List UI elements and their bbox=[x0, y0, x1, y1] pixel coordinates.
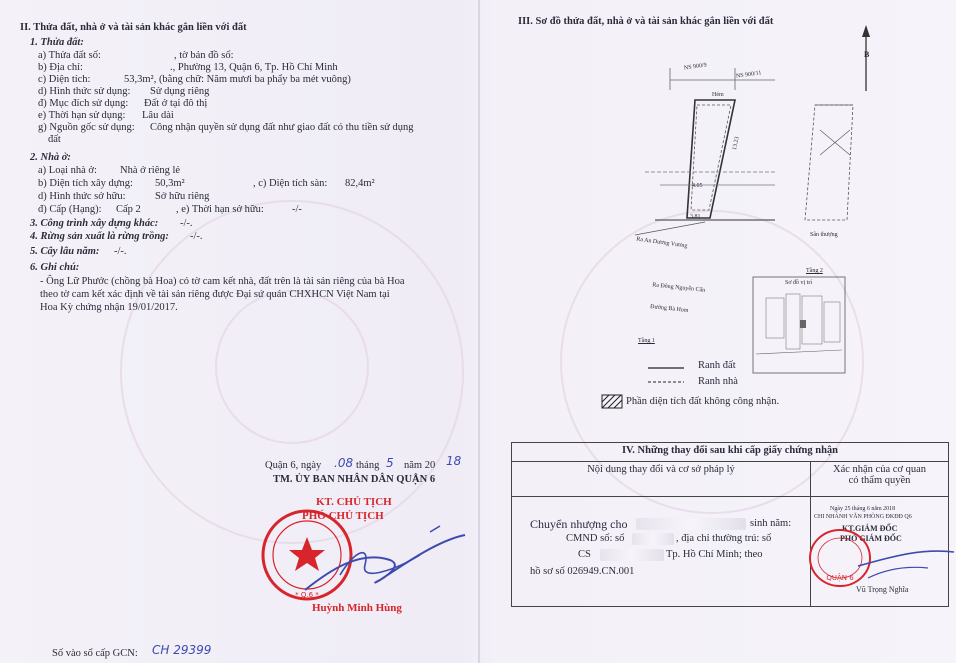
notes-line-3: Hoa Kỳ chứng nhận 19/01/2017. bbox=[40, 302, 178, 313]
register-value: CH 29399 bbox=[152, 643, 212, 657]
legend-house-line: Ranh nhà bbox=[698, 376, 738, 387]
sign-year: 18 bbox=[446, 454, 462, 468]
notes-heading: 6. Ghi chú: bbox=[30, 262, 80, 273]
entry-line-1b: sinh năm: bbox=[750, 518, 792, 529]
origin-value-cont: đất bbox=[48, 134, 61, 145]
forest-value: -/-. bbox=[190, 231, 203, 242]
sign-place-date: Quận 6, ngày bbox=[265, 460, 322, 471]
section-iii-title: III. Sơ đồ thửa đất, nhà ở và tài sản khác gắn liền với đất bbox=[518, 16, 774, 27]
register-label: Số vào sổ cấp GCN: bbox=[52, 648, 138, 659]
district-signature bbox=[300, 520, 470, 610]
legend-land-line: Ranh đất bbox=[698, 360, 736, 371]
other-construction-label: 3. Công trình xây dựng khác: bbox=[30, 218, 159, 229]
alley-label: Hẻm bbox=[712, 92, 724, 98]
ownership-term-label: , e) Thời hạn sở hữu: bbox=[176, 204, 264, 215]
signer-name: Huỳnh Minh Hùng bbox=[312, 602, 402, 614]
north-label: B bbox=[864, 50, 870, 59]
changes-col-2: Xác nhận của cơ quan có thẩm quyền bbox=[811, 462, 949, 497]
hatched-area-icon bbox=[601, 394, 623, 410]
land-number-label: a) Thửa đất số: bbox=[38, 50, 101, 61]
sign-authority: TM. ỦY BAN NHÂN DÂN QUẬN 6 bbox=[273, 474, 436, 485]
changes-col-1: Nội dung thay đổi và cơ sở pháp lý bbox=[512, 462, 811, 497]
redacted-address bbox=[600, 549, 664, 561]
road-label-2: Ra Đông Nguyễn Cẩn bbox=[651, 282, 706, 294]
entry-line-4: hồ sơ số 026949.CN.001 bbox=[530, 566, 635, 577]
terrace-label: Sân thượng bbox=[810, 232, 838, 238]
house-type-label: a) Loại nhà ở: bbox=[38, 165, 97, 176]
notes-line-2: theo tờ cam kết xác định về tài sản riêng được Đại sứ quán CHXHCN Việt Nam tại bbox=[40, 289, 390, 300]
house-type-value: Nhà ở riêng lẻ bbox=[120, 165, 181, 176]
office-red-seal bbox=[808, 528, 956, 598]
lot-left-label: NS 900/9 bbox=[683, 62, 708, 72]
location-map-label: Sơ đồ vị trí bbox=[785, 280, 813, 286]
perennial-value: -/-. bbox=[114, 246, 127, 257]
forest-label: 4. Rừng sản xuất là rừng trồng: bbox=[30, 231, 169, 242]
use-form-value: Sử dụng riêng bbox=[150, 86, 210, 97]
confirm-title-2: PHÓ GIÁM ĐỐC bbox=[840, 534, 902, 543]
map-sheet-label: , tờ bản đồ số: bbox=[174, 50, 234, 61]
floor-2-label: Tầng 2 bbox=[806, 268, 823, 274]
build-area-label: b) Diện tích xây dựng: bbox=[38, 178, 133, 189]
svg-text:QUẬN 6: QUẬN 6 bbox=[826, 574, 854, 582]
notes-line-1: - Ông Lữ Phước (chồng bà Hoa) có tờ cam kết nhà, đất trên là tài sản riêng của bà Hoa bbox=[40, 276, 405, 287]
entry-line-2: CMND số: số bbox=[566, 533, 625, 544]
sign-day: .08 bbox=[334, 456, 354, 470]
address-value: ., Phường 13, Quận 6, Tp. Hồ Chí Minh bbox=[170, 62, 338, 73]
floor-area-label: , c) Diện tích sàn: bbox=[253, 178, 328, 189]
use-term-label: e) Thời hạn sử dụng: bbox=[38, 110, 126, 121]
confirm-office: CHI NHÁNH VĂN PHÒNG ĐKĐĐ Q6 bbox=[814, 514, 912, 520]
page-fold bbox=[478, 0, 480, 663]
changes-title: IV. Những thay đổi sau khi cấp giấy chứng nhận bbox=[512, 443, 949, 462]
dim-width: 4.05 bbox=[692, 183, 703, 189]
land-heading: 1. Thửa đất: bbox=[30, 37, 84, 48]
svg-text:* Q.6 *: * Q.6 * bbox=[295, 591, 319, 599]
floor-area-value: 82,4m² bbox=[345, 178, 375, 189]
legend-hatched: Phần diện tích đất không công nhận. bbox=[626, 396, 780, 407]
sign-year-label: năm 20 bbox=[404, 460, 436, 471]
road-label-1: Ra An Dương Vương bbox=[635, 236, 688, 250]
use-term-value: Lâu dài bbox=[142, 110, 174, 121]
sign-month-label: tháng bbox=[356, 460, 380, 471]
area-value: 53,3m², (bằng chữ: Năm mươi ba phẩy ba mét vuông) bbox=[124, 74, 351, 85]
entry-line-2b: , địa chỉ thường trú: số bbox=[676, 533, 772, 544]
dim-front: 3.81 bbox=[690, 214, 701, 220]
build-area-value: 50,3m² bbox=[155, 178, 185, 189]
section-ii-title: II. Thửa đất, nhà ở và tài sản khác gắn liền với đất bbox=[20, 22, 247, 33]
ownership-term-value: -/- bbox=[292, 204, 302, 215]
site-plan-drawing bbox=[625, 60, 865, 250]
house-heading: 2. Nhà ở: bbox=[30, 152, 71, 163]
sign-deputy-2: PHÓ CHỦ TỊCH bbox=[302, 510, 384, 522]
entry-line-3b: Tp. Hồ Chí Minh; theo bbox=[666, 549, 763, 560]
use-purpose-value: Đất ở tại đô thị bbox=[144, 98, 208, 109]
confirm-date: Ngày 25 tháng 6 năm 2018 bbox=[830, 506, 896, 512]
floor-1-label: Tầng 1 bbox=[638, 338, 655, 344]
use-form-label: d) Hình thức sử dụng: bbox=[38, 86, 131, 97]
road-label-3: Đường Bà Hom bbox=[649, 304, 689, 314]
redacted-name bbox=[636, 518, 746, 530]
area-label: c) Diện tích: bbox=[38, 74, 91, 85]
ownership-label: d) Hình thức sở hữu: bbox=[38, 191, 126, 202]
grade-label: đ) Cấp (Hạng): bbox=[38, 204, 102, 215]
entry-line-3: CS bbox=[578, 549, 591, 560]
dim-length: 13.23 bbox=[731, 136, 741, 151]
lot-right-label: NS 900/11 bbox=[735, 70, 762, 80]
location-map bbox=[752, 276, 847, 376]
perennial-label: 5. Cây lâu năm: bbox=[30, 246, 100, 257]
house-line-icon bbox=[648, 376, 688, 396]
confirm-signer: Vũ Trọng Nghĩa bbox=[856, 585, 909, 594]
origin-label: g) Nguồn gốc sử dụng: bbox=[38, 122, 135, 133]
sign-deputy-1: KT. CHỦ TỊCH bbox=[316, 496, 392, 508]
confirm-title-1: KT.GIÁM ĐỐC bbox=[842, 524, 898, 533]
use-purpose-label: đ) Mục đích sử dụng: bbox=[38, 98, 129, 109]
sign-month: 5 bbox=[386, 456, 394, 470]
other-construction-value: -/-. bbox=[180, 218, 193, 229]
redacted-id bbox=[632, 533, 674, 545]
ownership-value: Sở hữu riêng bbox=[155, 191, 210, 202]
grade-value: Cấp 2 bbox=[116, 204, 141, 215]
address-label: b) Địa chỉ: bbox=[38, 62, 83, 73]
origin-value: Công nhận quyền sử dụng đất như giao đất có thu tiền sử dụng bbox=[150, 122, 414, 133]
entry-line-1: Chuyển nhượng cho bbox=[530, 517, 628, 531]
left-watermark-inner bbox=[215, 290, 369, 444]
